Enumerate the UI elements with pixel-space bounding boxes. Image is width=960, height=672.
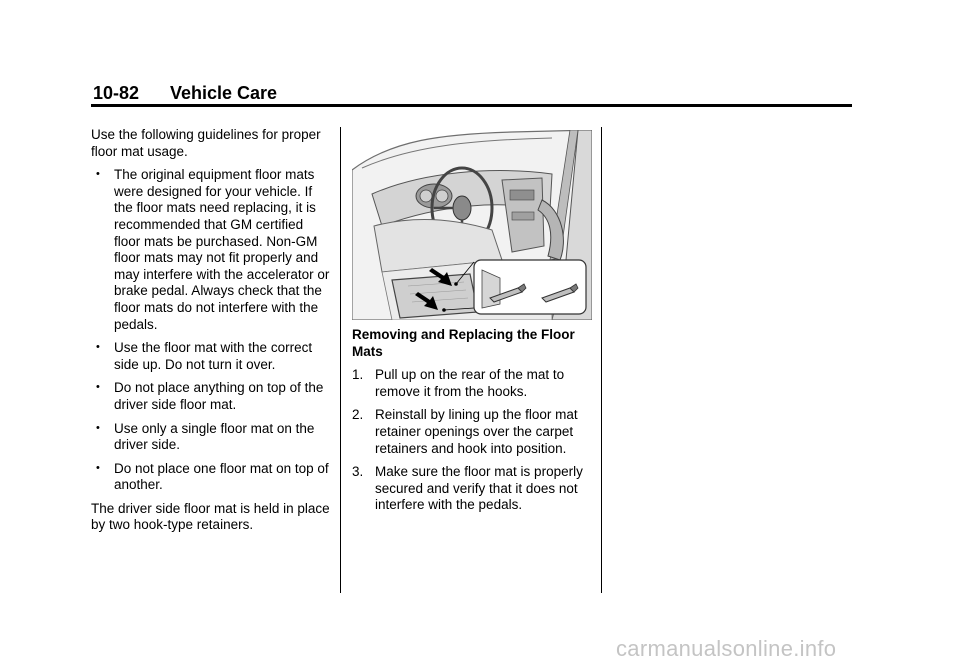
list-item-text: Do not place anything on top of the driver side floor mat. [114,380,324,412]
column-divider-left [340,127,341,593]
list-item-text: Use only a single floor mat on the driver side. [114,420,315,453]
list-item [91,380,331,413]
step-text: Make sure the floor mat is properly secured and verify that it does not interfere with the pedals. [375,464,583,513]
closing-paragraph: The driver side floor mat is held in place by two hook-type retainers. [91,500,330,533]
step-number: 3. [352,464,364,480]
column-divider-right [601,127,602,593]
list-item [91,421,331,454]
section-title: Vehicle Care [170,83,278,103]
step-text: Pull up on the rear of the mat to remove it from the hooks. [375,367,565,399]
watermark: carmanualsonline.info [616,636,837,661]
steps-list [352,367,592,514]
list-item [91,461,331,494]
floor-mat-illustration [352,130,592,320]
bullet-glyph: • [96,461,100,474]
list-item [91,340,331,373]
list-item-text: Use the floor mat with the correct side up. Do not turn it over. [114,340,313,372]
step-item [352,464,592,514]
page-header [93,82,851,106]
bullet-glyph: • [96,421,100,434]
step-item [352,367,592,400]
left-column [91,127,331,541]
guidelines-list [91,167,331,494]
step-text: Reinstall by lining up the floor mat retainer openings over the carpet retainers and hook into position. [375,407,578,456]
page-number: 10-82 [93,83,140,103]
list-item [91,167,331,333]
bullet-glyph: • [96,381,100,394]
bullet-glyph: • [96,341,100,354]
step-number: 1. [352,367,364,383]
figure-heading: Removing and Replacing the Floor Mats [352,327,575,359]
bullet-glyph: • [96,168,100,181]
intro-paragraph: Use the following guidelines for proper floor mat usage. [91,127,321,159]
list-item-text: The original equipment floor mats were designed for your vehicle. If the floor mats need replacing, it is recommended that GM certified floor mats be purchased. Non-GM floor mats may not fit properly and may interfere with the accelerator or brake pedal. Always check that the floor mats do not interfere with the pedals. [114,167,330,332]
right-column [352,327,592,521]
header-rule [91,104,852,107]
step-item [352,407,592,457]
list-item-text: Do not place one floor mat on top of another. [114,460,329,493]
step-number: 2. [352,407,364,423]
